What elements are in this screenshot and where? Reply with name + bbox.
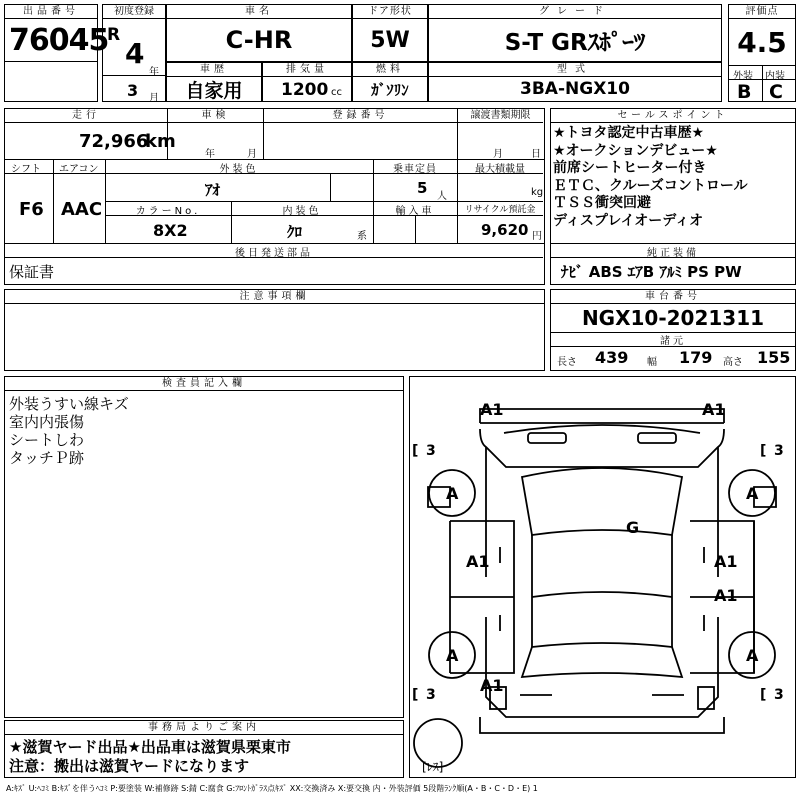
month-unit: 月 bbox=[149, 93, 159, 104]
car-name: C-HR bbox=[225, 26, 293, 54]
interior-label: 内装 bbox=[765, 71, 785, 82]
registration-label: 登録番号 bbox=[263, 109, 457, 123]
insp-year-unit: 年 bbox=[205, 149, 215, 160]
first-reg-box bbox=[102, 4, 166, 102]
car-diagram-svg bbox=[410, 377, 794, 775]
sales-points-list bbox=[553, 125, 748, 230]
car-name-label: 車名 bbox=[167, 5, 351, 19]
inspection-label: 車検 bbox=[167, 109, 263, 123]
later-parts-value: 保証書 bbox=[9, 263, 55, 281]
capacity-label: 乗車定員 bbox=[393, 164, 437, 175]
score-label: 評価点 bbox=[729, 5, 795, 19]
grade-box bbox=[428, 4, 722, 62]
chassis-block bbox=[550, 289, 796, 371]
sales-point-line: ディスプレイオーディオ bbox=[553, 212, 704, 229]
model-label: 型式 bbox=[429, 63, 721, 77]
damage-diagram bbox=[409, 376, 796, 778]
grade-value: S-T GRｽﾎﾟｰﾂ bbox=[504, 29, 646, 56]
chassis-label: 車台番号 bbox=[551, 290, 795, 304]
height-label: 高さ bbox=[723, 357, 743, 368]
mileage-unit: km bbox=[145, 131, 176, 152]
car-name-box bbox=[166, 4, 352, 62]
first-reg-label: 初度登録 bbox=[103, 5, 165, 19]
shift-label: シフト bbox=[11, 164, 41, 175]
ext-color-value: ｱｵ bbox=[205, 181, 221, 199]
svg-text:[: [ bbox=[760, 443, 767, 459]
inspector-line: シートしわ bbox=[9, 431, 85, 449]
length-label: 長さ bbox=[557, 357, 577, 368]
sales-points-label: セールスポイント bbox=[551, 109, 795, 123]
lot-number: 76045 bbox=[9, 23, 109, 58]
model-value: 3BA-NGX10 bbox=[520, 79, 630, 99]
mileage-label: 走行 bbox=[5, 109, 167, 123]
chassis-number: NGX10-2021311 bbox=[581, 306, 765, 330]
svg-text:[: [ bbox=[412, 443, 419, 459]
office-block bbox=[4, 720, 404, 778]
year-unit: 年 bbox=[149, 67, 159, 78]
max-load-label: 最大積載量 bbox=[475, 164, 525, 175]
fuel-value: ｶﾞｿﾘﾝ bbox=[371, 80, 409, 99]
inspector-block bbox=[4, 376, 404, 718]
spec-label: 諸元 bbox=[660, 336, 686, 347]
mark-front-right: A1 bbox=[702, 400, 726, 419]
mark-tire-fr: 3 bbox=[774, 443, 784, 459]
inspector-line: 室内内張傷 bbox=[9, 413, 85, 431]
fuel-box bbox=[352, 62, 428, 102]
insp-month-unit: 月 bbox=[247, 149, 257, 160]
model-box bbox=[428, 62, 722, 102]
lot-box bbox=[4, 4, 109, 102]
legend-text: A:ｷｽﾞ U:ﾍｺﾐ B:ｷｽﾞを伴うﾍｺﾐ P:要塗装 W:補修跡 S:錆 C:腐食 G:ﾌﾛﾝﾄｶﾞﾗｽ点ｷｽﾞ XX:交換済み X:要交換 内・外装評価 5段階ﾗﾝｸ順(A・B・C・D・E) 1 bbox=[6, 784, 538, 793]
length-value: 439 bbox=[595, 348, 629, 367]
sales-point-line: 前席シートヒーター付き bbox=[553, 160, 707, 176]
mark-tire-fl: 3 bbox=[426, 443, 436, 459]
sales-point-line: ＥＴＣ、クルーズコントロール bbox=[553, 177, 748, 194]
score-value: 4.5 bbox=[737, 25, 787, 59]
office-label: 事務局よりご案内 bbox=[5, 721, 403, 735]
width-value: 179 bbox=[679, 348, 713, 367]
mark-door-right-front: A1 bbox=[714, 552, 738, 571]
mark-rear-left: A1 bbox=[480, 676, 504, 695]
aircon-value: AAC bbox=[61, 199, 103, 220]
mark-wheel-rr: A bbox=[746, 646, 759, 665]
mark-wheel-rl: A bbox=[446, 646, 459, 665]
displacement-unit: cc bbox=[331, 87, 342, 98]
mileage-value: 72,966 bbox=[79, 131, 149, 152]
history-value: 自家用 bbox=[185, 79, 243, 102]
year-value: 4 bbox=[125, 37, 145, 70]
inspector-lines bbox=[9, 395, 129, 467]
color-no-value: 8X2 bbox=[153, 221, 188, 240]
door-box bbox=[352, 4, 428, 62]
office-line: 注意：搬出は滋賀ヤードになります bbox=[9, 757, 250, 775]
grade-label: グレード bbox=[429, 5, 721, 19]
capacity-unit: 人 bbox=[437, 191, 447, 202]
height-value: 155 bbox=[757, 348, 791, 367]
mark-windshield: G bbox=[626, 518, 640, 537]
transfer-day-unit: 日 bbox=[531, 149, 541, 160]
score-box bbox=[728, 4, 796, 102]
office-lines bbox=[9, 738, 291, 776]
sales-point-line: ★トヨタ認定中古車歴★ bbox=[553, 125, 705, 141]
fuel-label: 燃料 bbox=[353, 63, 427, 77]
equipment-value: ﾅﾋﾞ ABS ｴｱB ｱﾙﾐ PS PW bbox=[561, 263, 742, 281]
mark-wheel-fl: A bbox=[446, 484, 459, 503]
inspector-line: 外装うすい線キズ bbox=[9, 395, 129, 413]
transfer-label: 譲渡書類期限 bbox=[457, 109, 543, 123]
mark-spare: [ﾚｽ] bbox=[422, 760, 444, 774]
recycle-value: 9,620 bbox=[481, 221, 529, 239]
transfer-month-unit: 月 bbox=[493, 149, 503, 160]
inspector-line: タッチＰ跡 bbox=[9, 449, 85, 467]
sales-points-block bbox=[550, 108, 796, 285]
mark-door-left: A1 bbox=[466, 552, 490, 571]
door-value: 5W bbox=[370, 27, 410, 53]
capacity-value: 5 bbox=[417, 179, 428, 197]
sales-point-line: ★オークションデビュー★ bbox=[553, 142, 718, 159]
notes-label: 注意事項欄 bbox=[5, 290, 544, 304]
width-label: 幅 bbox=[647, 357, 657, 368]
mark-door-right-rear: A1 bbox=[714, 586, 738, 605]
lot-label: 出品番号 bbox=[5, 5, 97, 19]
displacement-box bbox=[262, 62, 352, 102]
mark-front-left: A1 bbox=[480, 400, 504, 419]
recycle-label: リサイクル預託金 bbox=[464, 205, 536, 215]
svg-text:[: [ bbox=[760, 687, 767, 703]
max-load-unit: kg bbox=[531, 187, 544, 198]
mark-tire-rl: 3 bbox=[426, 687, 436, 703]
inspector-label: 検査員記入欄 bbox=[5, 377, 403, 391]
details-block bbox=[4, 108, 545, 285]
sales-point-line: ＴＳＳ衝突回避 bbox=[553, 195, 651, 211]
exterior-grade: B bbox=[737, 81, 752, 103]
ext-color-label: 外装色 bbox=[219, 164, 259, 175]
later-parts-label: 後日発送部品 bbox=[235, 248, 313, 259]
exterior-label: 外装 bbox=[733, 71, 753, 82]
int-color-value: ｸﾛ bbox=[287, 223, 303, 241]
history-box bbox=[166, 62, 262, 102]
int-color-unit: 系 bbox=[357, 231, 367, 242]
displacement-value: 1200 bbox=[281, 80, 329, 100]
mark-tire-rr: 3 bbox=[774, 687, 784, 703]
aircon-label: エアコン bbox=[59, 164, 99, 175]
door-label: ドア形状 bbox=[353, 5, 427, 19]
era-value: R bbox=[107, 25, 121, 45]
displacement-label: 排気量 bbox=[263, 63, 351, 77]
svg-text:[: [ bbox=[412, 687, 419, 703]
mark-wheel-fr: A bbox=[746, 484, 759, 503]
month-value: 3 bbox=[127, 81, 139, 100]
import-label: 輸入車 bbox=[395, 206, 435, 217]
interior-grade: C bbox=[769, 81, 783, 103]
office-line: ★滋賀ヤード出品★出品車は滋賀県栗東市 bbox=[9, 738, 291, 756]
recycle-unit: 円 bbox=[532, 231, 542, 242]
color-no-label: カラーNo. bbox=[135, 206, 201, 217]
equipment-label: 純正装備 bbox=[647, 248, 699, 259]
int-color-label: 内装色 bbox=[282, 206, 322, 217]
notes-block bbox=[4, 289, 545, 371]
shift-value: F6 bbox=[19, 199, 44, 220]
history-label: 車歴 bbox=[167, 63, 261, 77]
